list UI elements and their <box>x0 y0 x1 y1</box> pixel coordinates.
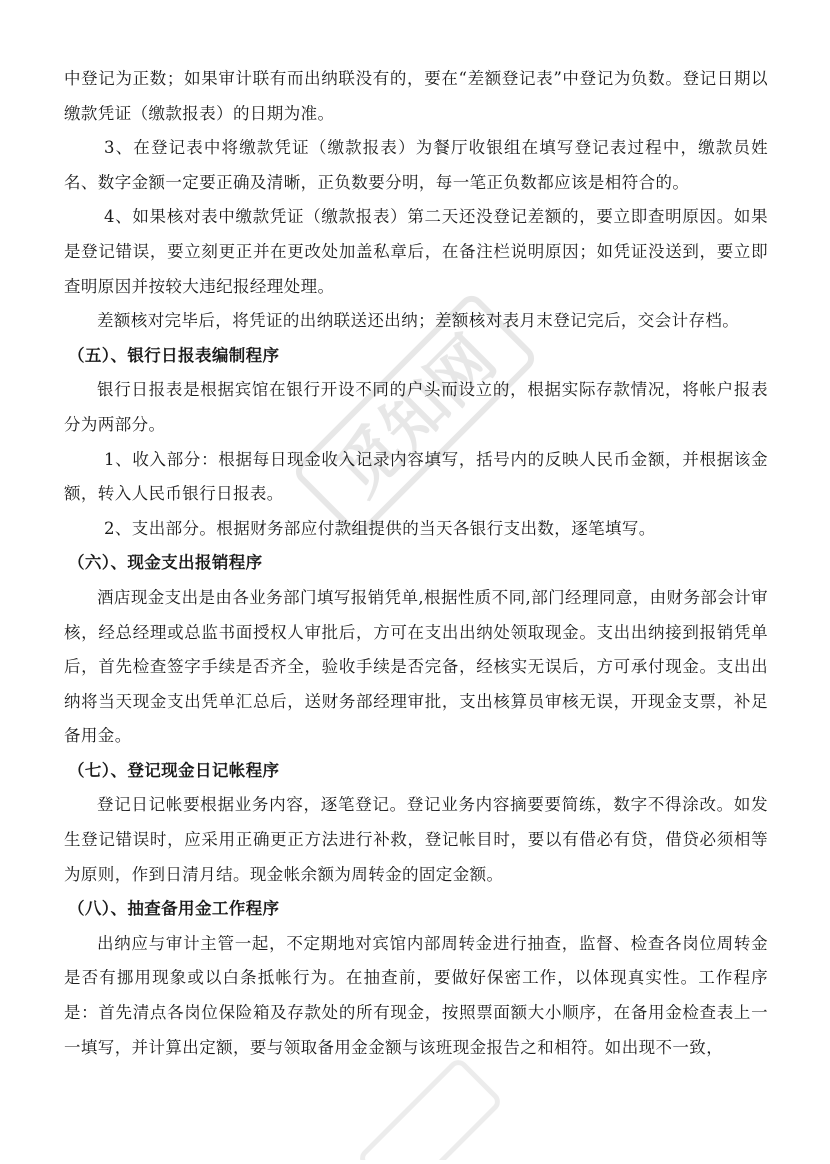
paragraph: 2、支出部分。根据财务部应付款组提供的当天各银行支出数，逐笔填写。 <box>104 518 656 538</box>
section-heading: （八）、抽查备用金工作程序 <box>68 899 280 919</box>
paragraph: 银行日报表是根据宾馆在银行开设不同的户头而设立的，根据实际存款情况，将帐户报表分为两部分。 <box>64 380 768 434</box>
paragraph: 差额核对完毕后，将凭证的出纳联送还出纳；差额核对表月末登记完后，交会计存档。 <box>97 311 740 331</box>
paragraph: 1、收入部分：根据每日现金收入记录内容填写，括号内的反映人民币金额，并根据该金额，转入人民币银行日报表。 <box>64 449 768 504</box>
paragraph: 中登记为正数；如果审计联有而出纳联没有的，要在“差额登记表”中登记为负数。登记日期以缴款凭证（缴款报表）的日期为准。 <box>64 69 768 123</box>
document-body <box>64 62 768 1065</box>
section-heading: （六）、现金支出报销程序 <box>68 553 263 573</box>
paragraph: 3、在登记表中将缴款凭证（缴款报表）为餐厅收银组在填写登记表过程中，缴款员姓名、数字金额一定要正确及清晰，正负数要分明，每一笔正负数都应该是相符合的。 <box>64 138 768 192</box>
watermark-text: 觅知网 <box>322 322 511 511</box>
paragraph: 酒店现金支出是由各业务部门填写报销凭单,根据性质不同,部门经理同意，由财务部会计审核，经总经理或总监书面授权人审批后，方可在支出出纳处领取现金。支出出纳接到报销凭单后，首先检查签字手续是否齐全，验收手续是否完备，经核实无误后，方可承付现金。支出出纳将当天现金支出凭单汇总后，送财务部经理审批，支出核算员审核无误，开现金支票，补足备用金。 <box>64 587 768 746</box>
paragraph: 登记日记帐要根据业务内容，逐笔登记。登记业务内容摘要要简练，数字不得涂改。如发生登记错误时，应采用正确更正方法进行补救，登记帐目时，要以有借必有贷，借贷必须相等为原则，作到日清月结。现金帐余额为周转金的固定金额。 <box>64 795 768 884</box>
paragraph: 出纳应与审计主管一起，不定期地对宾馆内部周转金进行抽查，监督、检查各岗位周转金是否有挪用现象或以白条抵帐行为。在抽查前，要做好保密工作，以体现真实性。工作程序是：首先清点各岗位保险箱及存款处的所有现金，按照票面额大小顺序，在备用金检查表上一一填写，并计算出定额，要与领取备用金金额与该班现金报告之和相符。如出现不一致， <box>64 933 768 1057</box>
paragraph: 4、如果核对表中缴款凭证（缴款报表）第二天还没登记差额的，要立即查明原因。如果是登记错误，要立刻更正并在更改处加盖私章后，在备注栏说明原因；如凭证没送到，要立即查明原因并按较大违纪报经理处理。 <box>64 207 768 296</box>
section-heading: （五）、银行日报表编制程序 <box>68 345 280 365</box>
section-heading: （七）、登记现金日记帐程序 <box>68 760 280 780</box>
